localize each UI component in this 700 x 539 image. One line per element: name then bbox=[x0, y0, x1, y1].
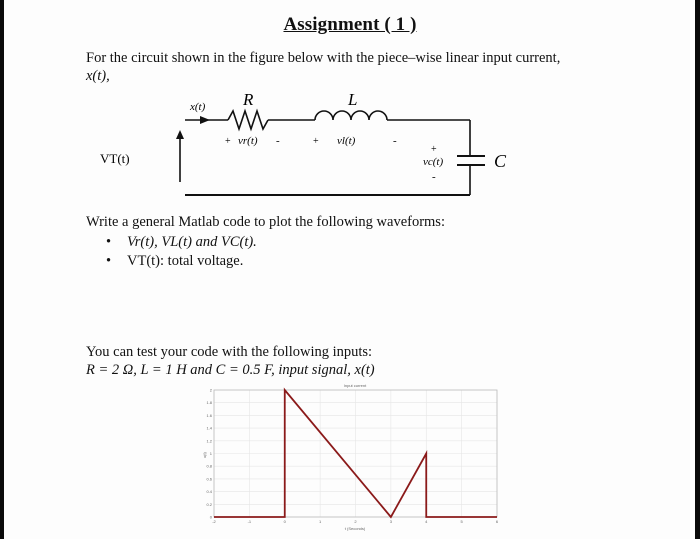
svg-text:0.6: 0.6 bbox=[206, 476, 212, 482]
chart-ylabel: x(t) bbox=[202, 452, 207, 458]
bullet-item-2: VT(t): total voltage. bbox=[127, 253, 244, 269]
svg-text:1: 1 bbox=[209, 451, 212, 456]
chart-grid bbox=[214, 390, 497, 517]
svg-text:-1: -1 bbox=[247, 519, 252, 524]
svg-text:0.4: 0.4 bbox=[206, 489, 212, 495]
test-values: R = 2 Ω, L = 1 H and C = 0.5 F, input signal, x(t) bbox=[86, 362, 375, 378]
svg-text:1.6: 1.6 bbox=[206, 412, 212, 418]
svg-text:0: 0 bbox=[209, 514, 212, 520]
svg-text:1: 1 bbox=[319, 519, 322, 524]
intro-line-2: x(t), bbox=[86, 68, 110, 84]
test-heading: You can test your code with the following inputs: bbox=[86, 344, 373, 360]
svg-text:1.4: 1.4 bbox=[206, 425, 212, 431]
page-title: Assignment ( 1 ) bbox=[283, 14, 417, 35]
current-label: x(t) bbox=[190, 101, 206, 113]
vc-plus: + bbox=[431, 144, 437, 155]
bullet-item-1: Vr(t), VL(t) and VC(t). bbox=[127, 234, 257, 250]
svg-text:0: 0 bbox=[283, 519, 286, 524]
bullet-dot-2: • bbox=[106, 253, 112, 269]
inductor-label: L bbox=[348, 90, 358, 109]
intro-line-1: For the circuit shown in the figure below with the piece–wise linear input current, bbox=[86, 50, 561, 66]
source-label: VT(t) bbox=[100, 151, 130, 166]
svg-text:0.2: 0.2 bbox=[206, 501, 212, 507]
svg-text:4: 4 bbox=[425, 519, 428, 524]
svg-text:1.8: 1.8 bbox=[206, 400, 212, 406]
vl-label: vl(t) bbox=[337, 135, 356, 147]
vc-minus: - bbox=[432, 171, 436, 183]
svg-text:1.2: 1.2 bbox=[206, 438, 212, 444]
svg-text:0.8: 0.8 bbox=[206, 463, 212, 469]
svg-text:2: 2 bbox=[354, 519, 357, 524]
vr-minus: - bbox=[276, 135, 280, 147]
capacitor-label: C bbox=[494, 151, 507, 171]
chart-ticks bbox=[206, 388, 498, 525]
svg-text:6: 6 bbox=[495, 519, 499, 524]
vr-plus: + bbox=[225, 136, 231, 147]
svg-text:3: 3 bbox=[389, 519, 392, 524]
chart-xlabel: t (Seconds) bbox=[344, 526, 366, 531]
task-heading: Write a general Matlab code to plot the following waveforms: bbox=[86, 214, 445, 230]
chart-title: Input current bbox=[343, 383, 367, 388]
vl-minus: - bbox=[393, 135, 397, 147]
vl-plus: + bbox=[313, 136, 319, 147]
vr-label: vr(t) bbox=[238, 135, 258, 147]
svg-text:5: 5 bbox=[460, 519, 463, 524]
resistor-label: R bbox=[243, 90, 254, 109]
bullet-dot-1: • bbox=[106, 234, 112, 250]
vc-label: vc(t) bbox=[423, 156, 444, 168]
svg-text:-2: -2 bbox=[212, 519, 216, 524]
svg-text:2: 2 bbox=[209, 387, 212, 393]
